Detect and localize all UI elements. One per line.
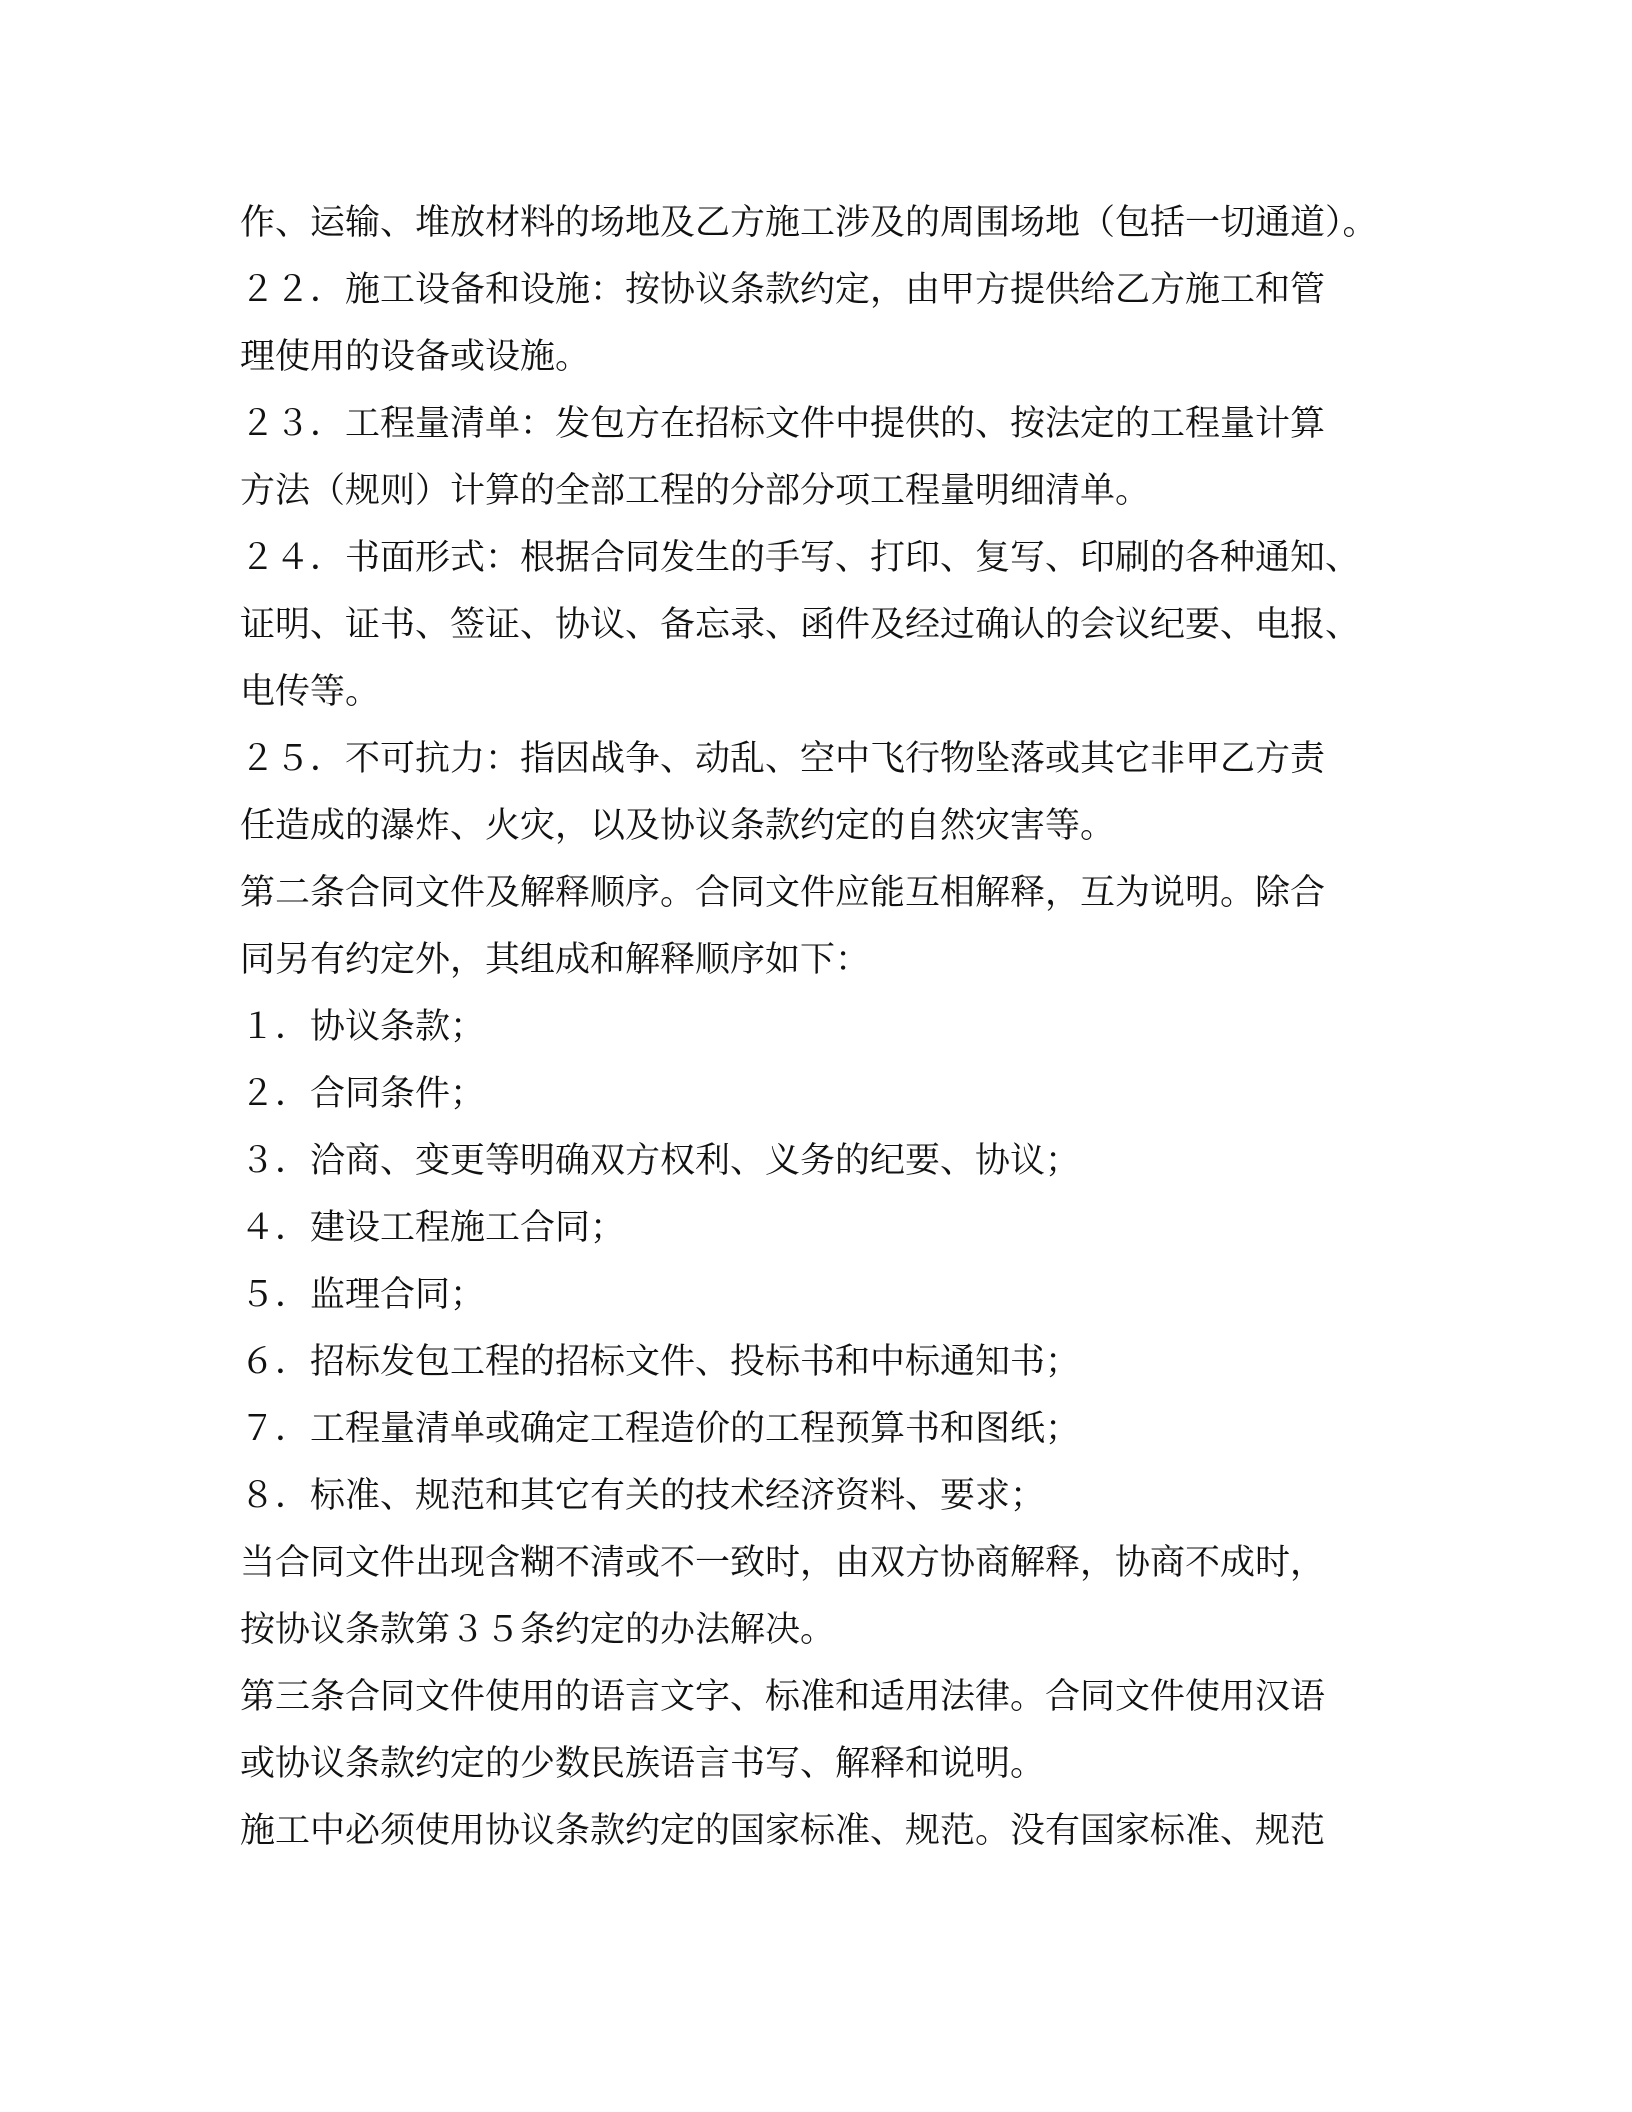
text-line: 理使用的设备或设施。 [240,337,591,377]
document-page [240,190,1400,1865]
list-item: １．协议条款； [240,1007,486,1047]
list-item: ７．工程量清单或确定工程造价的工程预算书和图纸； [240,1409,1081,1449]
text-line: 同另有约定外，其组成和解释顺序如下： [240,940,871,980]
text-line: 当合同文件出现含糊不清或不一致时，由双方协商解释，协商不成时， [240,1543,1326,1583]
text-line: 方法（规则）计算的全部工程的分部分项工程量明细清单。 [240,471,1151,511]
text-line: 第三条合同文件使用的语言文字、标准和适用法律。合同文件使用汉语 [240,1677,1326,1717]
text-line: 按协议条款第３５条约定的办法解决。 [240,1610,836,1650]
text-line: 作、运输、堆放材料的场地及乙方施工涉及的周围场地（包括一切通道）。 [240,203,1378,243]
list-item: ５．监理合同； [240,1275,486,1315]
list-item: ３．洽商、变更等明确双方权利、义务的纪要、协议； [240,1141,1081,1181]
list-item: ６．招标发包工程的招标文件、投标书和中标通知书； [240,1342,1081,1382]
list-item: ８．标准、规范和其它有关的技术经济资料、要求； [240,1476,1046,1516]
text-line: ２４．书面形式：根据合同发生的手写、打印、复写、印刷的各种通知、 [240,538,1361,578]
text-line: 施工中必须使用协议条款约定的国家标准、规范。没有国家标准、规范 [240,1811,1326,1851]
text-line: ２３．工程量清单：发包方在招标文件中提供的、按法定的工程量计算 [240,404,1326,444]
text-line: 证明、证书、签证、协议、备忘录、函件及经过确认的会议纪要、电报、 [240,605,1361,645]
list-item: ４．建设工程施工合同； [240,1208,626,1248]
text-line: 电传等。 [240,672,381,712]
text-line: ２２．施工设备和设施：按协议条款约定，由甲方提供给乙方施工和管 [240,270,1326,310]
text-line: ２５．不可抗力：指因战争、动乱、空中飞行物坠落或其它非甲乙方责 [240,739,1326,779]
text-line: 或协议条款约定的少数民族语言书写、解释和说明。 [240,1744,1046,1784]
text-line: 第二条合同文件及解释顺序。合同文件应能互相解释，互为说明。除合 [240,873,1326,913]
text-line: 任造成的瀑炸、火灾，以及协议条款约定的自然灾害等。 [240,806,1116,846]
list-item: ２．合同条件； [240,1074,486,1114]
